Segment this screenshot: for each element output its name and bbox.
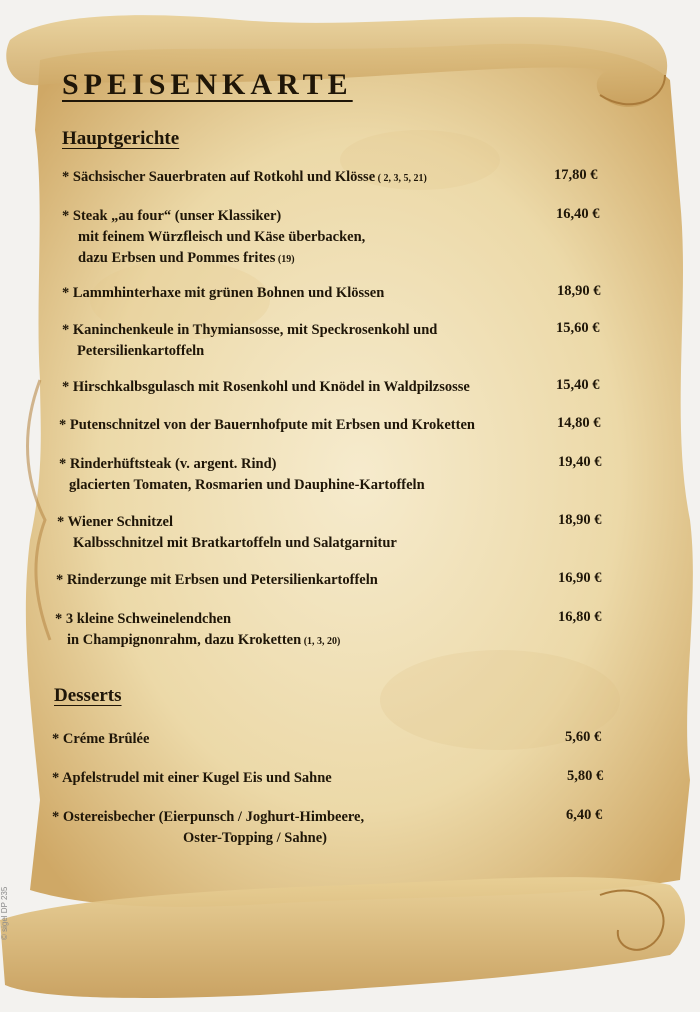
item-price: 6,40 € <box>566 807 603 823</box>
item-price: 16,90 € <box>558 570 602 586</box>
menu-item-wiener-schnitzel <box>57 512 397 554</box>
item-description-cont: Kalbsschnitzel mit Bratkartoffeln und Salatgarnitur <box>73 535 397 551</box>
item-description-cont: Oster-Topping / Sahne) <box>183 830 327 846</box>
item-price: 18,90 € <box>557 283 601 299</box>
item-description: * Kaninchenkeule in Thymiansosse, mit Speckrosenkohl und <box>62 322 438 338</box>
item-description-cont: dazu Erbsen und Pommes frites (19) <box>78 250 295 266</box>
item-price: 16,80 € <box>558 609 602 625</box>
menu-item-putenschnitzel <box>59 415 475 436</box>
item-price: 15,60 € <box>556 320 600 336</box>
item-price: 14,80 € <box>557 415 601 431</box>
menu-item-rinderzunge <box>56 570 378 591</box>
item-description: * Sächsischer Sauerbraten auf Rotkohl und Klösse ( 2, 3, 5, 21) <box>62 169 427 185</box>
item-description: * Hirschkalbsgulasch mit Rosenkohl und Knödel in Waldpilzsosse <box>62 379 470 395</box>
item-description: * Rinderzunge mit Erbsen und Petersilienkartoffeln <box>56 572 378 588</box>
item-description: * Rinderhüftsteak (v. argent. Rind) <box>59 456 277 472</box>
item-price: 19,40 € <box>558 454 602 470</box>
item-price: 5,60 € <box>565 729 602 745</box>
item-description: * Ostereisbecher (Eierpunsch / Joghurt-Himbeere, <box>52 809 365 825</box>
item-description: * Wiener Schnitzel <box>57 514 173 530</box>
item-price: 18,90 € <box>558 512 602 528</box>
brand-mark: © sigel DP 235 <box>0 886 9 940</box>
item-description-cont: glacierten Tomaten, Rosmarien und Dauphine-Kartoffeln <box>69 477 425 493</box>
menu-item-lammhinterhaxe <box>62 283 384 304</box>
menu-item-ostereisbecher <box>52 807 364 849</box>
item-description: * Putenschnitzel von der Bauernhofpute mit Erbsen und Kroketten <box>59 417 475 433</box>
menu-item-schweinelendchen <box>55 609 340 652</box>
item-price: 5,80 € <box>567 768 604 784</box>
menu-item-steak-au-four <box>62 206 365 270</box>
section-title-desserts: Desserts <box>54 685 122 706</box>
item-description-cont: mit feinem Würzfleisch und Käse überbacken, <box>78 229 366 245</box>
menu-item-hirschkalbsgulasch <box>62 377 470 398</box>
menu-item-rinderhueftsteak <box>59 454 425 496</box>
menu-item-creme-brulee <box>52 729 149 750</box>
item-price: 17,80 € <box>554 167 598 183</box>
item-description-cont: Petersilienkartoffeln <box>77 343 205 359</box>
menu-item-kaninchenkeule <box>62 320 437 362</box>
item-description: * Créme Brûlée <box>52 731 150 747</box>
section-title-main-courses: Hauptgerichte <box>62 128 180 149</box>
item-description: * Lammhinterhaxe mit grünen Bohnen und Klössen <box>62 285 385 301</box>
item-description: * Steak „au four“ (unser Klassiker) <box>62 208 282 224</box>
item-description: * 3 kleine Schweinelendchen <box>55 611 232 627</box>
menu-item-sauerbraten <box>62 167 427 189</box>
item-price: 15,40 € <box>556 377 600 393</box>
menu-title: SPEISENKARTE <box>62 68 353 101</box>
item-price: 16,40 € <box>556 206 600 222</box>
menu-item-apfelstrudel <box>52 768 332 789</box>
item-description-cont: in Champignonrahm, dazu Kroketten (1, 3, 20) <box>67 632 341 648</box>
item-description: * Apfelstrudel mit einer Kugel Eis und Sahne <box>52 770 332 786</box>
